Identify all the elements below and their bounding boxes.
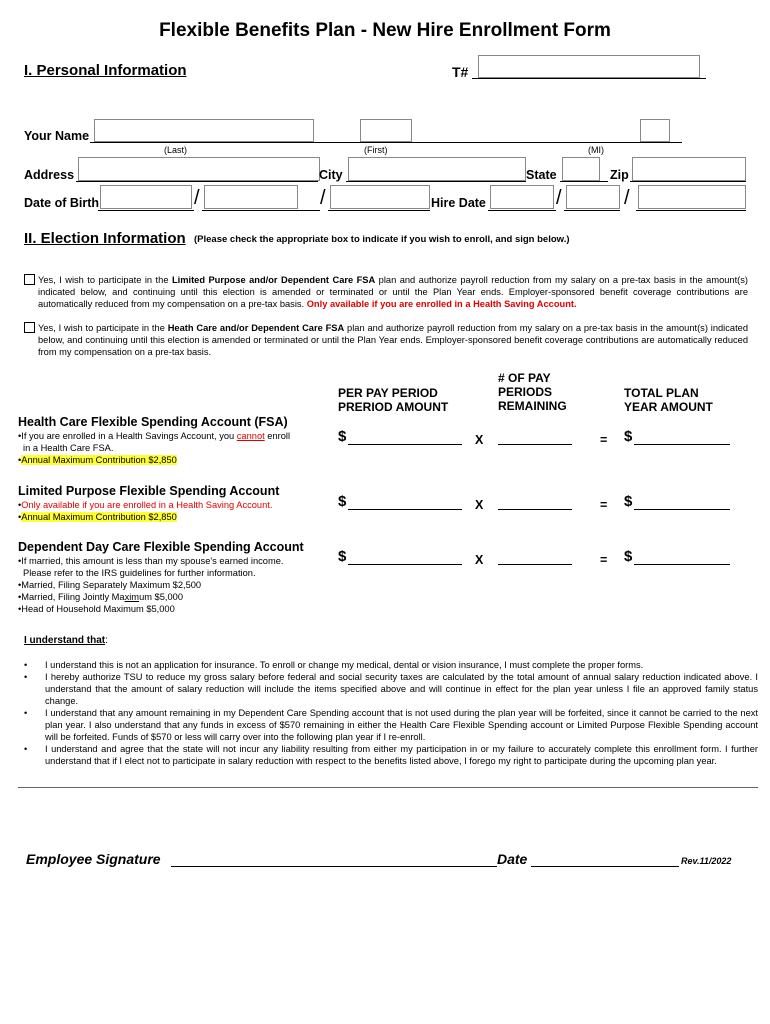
last-name-field[interactable] xyxy=(94,119,314,142)
dc-times-sign: X xyxy=(475,553,484,567)
hire-year-underline xyxy=(636,210,746,211)
dob-year-field[interactable] xyxy=(330,185,430,209)
state-label: State xyxy=(526,168,557,182)
hire-date-label: Hire Date xyxy=(431,196,486,210)
option-health-care-text: Yes, I wish to participate in the Heath Care and/or Dependent Care FSA plan and authorize payroll reduction from my salary on a pre-tax basis in the amount(s) indicated below, and continuing until this election is amended or terminated or until the Plan Year ends. Employer-sponsored benefit coverage contributions are automatically reduced from my compensation on a pre-tax basis. xyxy=(38,323,748,357)
section-election-heading: II. Election Information xyxy=(24,230,186,247)
signature-date-label: Date xyxy=(497,851,528,867)
per-pay-period-header: PER PAY PERIOD PRERIOD AMOUNT xyxy=(338,386,449,414)
section-personal-heading: I. Personal Information xyxy=(24,62,187,79)
lp-periods-field[interactable] xyxy=(498,509,572,510)
lp-equals-sign: = xyxy=(600,498,608,512)
dependent-care-fsa-notes: •If married, this amount is less than my spouse's earned income. Please refer to the IRS guidelines for further information. •Married, Filing Separately Maximum $2,500 •Married, Filing Jointly Maximum $5,000 •Head of Household Maximum $5,000 xyxy=(18,556,284,614)
dob-day-underline xyxy=(202,210,320,211)
middle-initial-field[interactable] xyxy=(640,119,670,142)
dc-dollar-sign: $ xyxy=(338,548,347,565)
dob-slash-2: / xyxy=(320,187,326,209)
hc-total-dollar-sign: $ xyxy=(624,428,633,445)
hc-total-amount-field[interactable] xyxy=(634,444,730,445)
dc-total-amount-field[interactable] xyxy=(634,564,730,565)
dob-year-underline xyxy=(328,210,430,211)
understand-list xyxy=(24,659,758,767)
zip-field[interactable] xyxy=(632,157,746,181)
election-instruction: (Please check the appropriate box to indicate if you wish to enroll, and sign below.) xyxy=(194,234,570,245)
option-limited-purpose-checkbox[interactable] xyxy=(24,274,35,285)
understand-item: • I hereby authorize TSU to reduce my gross salary before federal and social security taxes are calculated by the total amount of annual salary reduction indicated above. I understand that the amount of salary reduction will include the items specified above and will continue in effect for the plan year unless I file an approved family status change. xyxy=(24,672,758,706)
hc-dollar-sign: $ xyxy=(338,428,347,445)
t-number-label: T# xyxy=(452,64,469,80)
first-caption: (First) xyxy=(364,145,388,155)
dc-equals-sign: = xyxy=(600,553,608,567)
dob-slash-1: / xyxy=(194,187,200,209)
dob-month-field[interactable] xyxy=(100,185,192,209)
zip-underline xyxy=(630,181,746,182)
zip-label: Zip xyxy=(610,168,629,182)
hc-periods-field[interactable] xyxy=(498,444,572,445)
understand-item: • I understand and agree that the state will not incur any liability resulting from either my participation in or my failure to accurately complete this enrollment form. I further understand that if I elect not to participate in salary reduction with respect to the benefits listed above, I forego my right to participate during the upcoming plan year. xyxy=(24,744,758,766)
employee-signature-field[interactable] xyxy=(171,866,497,867)
state-field[interactable] xyxy=(562,157,600,181)
health-care-fsa-title: Health Care Flexible Spending Account (FSA) xyxy=(18,415,288,429)
dob-day-field[interactable] xyxy=(204,185,298,209)
dob-month-underline xyxy=(98,210,194,211)
signature-date-field[interactable] xyxy=(531,866,679,867)
hire-day-underline xyxy=(564,210,620,211)
revision-label: Rev.11/2022 xyxy=(681,856,732,866)
hire-month-field[interactable] xyxy=(490,185,554,209)
dob-label: Date of Birth xyxy=(24,196,99,210)
lp-per-pay-amount-field[interactable] xyxy=(348,509,462,510)
hc-times-sign: X xyxy=(475,433,484,447)
hire-month-underline xyxy=(488,210,556,211)
understand-item: • I understand this is not an application for insurance. To enroll or change my medical, dental or vision insurance, I must complete the proper forms. xyxy=(24,660,644,670)
lp-dollar-sign: $ xyxy=(338,493,347,510)
option-limited-purpose-text: Yes, I wish to participate in the Limited Purpose and/or Dependent Care FSA plan and authorize payroll reduction from my salary on a pre-tax basis in the amount(s) indicated below, and continuing until this election is amended or terminated or until the Plan Year ends. Employer-sponsored benefit coverage contributions are automatically reduced from my compensation on a pre-tax basis. Only available if you are enrolled in a Health Saving Account. xyxy=(38,275,748,309)
city-underline xyxy=(346,181,526,182)
understand-heading: I understand that: xyxy=(24,635,108,646)
address-underline xyxy=(76,181,318,182)
option-health-care-checkbox[interactable] xyxy=(24,322,35,333)
dependent-care-fsa-title: Dependent Day Care Flexible Spending Account xyxy=(18,540,304,554)
your-name-label: Your Name xyxy=(24,129,90,143)
hire-slash-1: / xyxy=(556,187,562,209)
hc-equals-sign: = xyxy=(600,433,608,447)
t-number-field[interactable] xyxy=(478,55,700,78)
hc-per-pay-amount-field[interactable] xyxy=(348,444,462,445)
hire-slash-2: / xyxy=(624,187,630,209)
lp-times-sign: X xyxy=(475,498,484,512)
section-divider xyxy=(18,787,758,788)
periods-remaining-header: # OF PAY PERIODS REMAINING xyxy=(498,371,567,413)
total-plan-year-header: TOTAL PLAN YEAR AMOUNT xyxy=(624,386,713,414)
understand-item: • I understand that any amount remaining in my Dependent Care Spending account that is not used during the plan year will be forfeited, since it cannot be carried to the next plan year. I also understand that any funds in excess of $570 remaining in either the Health Care Flexible Spending account or Limited Purpose Flexible Spending account will be forfeited. Funds of $570 or less will carry over into the following plan year if I re-enroll. xyxy=(24,708,758,742)
hire-year-field[interactable] xyxy=(638,185,746,209)
lp-total-amount-field[interactable] xyxy=(634,509,730,510)
mi-caption: (MI) xyxy=(588,145,604,155)
limited-purpose-fsa-title: Limited Purpose Flexible Spending Account xyxy=(18,484,280,498)
t-number-underline xyxy=(472,78,706,79)
first-name-field[interactable] xyxy=(360,119,412,142)
city-field[interactable] xyxy=(348,157,526,181)
state-underline xyxy=(560,181,608,182)
address-field[interactable] xyxy=(78,157,320,181)
city-label: City xyxy=(319,168,343,182)
limited-purpose-fsa-notes: •Only available if you are enrolled in a Health Saving Account. •Annual Maximum Contribution $2,850 xyxy=(18,500,273,522)
lp-total-dollar-sign: $ xyxy=(624,493,633,510)
dc-total-dollar-sign: $ xyxy=(624,548,633,565)
form-title: Flexible Benefits Plan - New Hire Enrollment Form xyxy=(159,20,611,41)
name-underline xyxy=(90,142,682,143)
dc-per-pay-amount-field[interactable] xyxy=(348,564,462,565)
employee-signature-label: Employee Signature xyxy=(26,851,161,867)
hire-day-field[interactable] xyxy=(566,185,620,209)
health-care-fsa-notes: •If you are enrolled in a Health Savings Account, you cannot enroll in a Health Care FSA. •Annual Maximum Contribution $2,850 xyxy=(18,431,291,465)
last-caption: (Last) xyxy=(164,145,188,155)
dc-periods-field[interactable] xyxy=(498,564,572,565)
address-label: Address xyxy=(24,168,75,182)
